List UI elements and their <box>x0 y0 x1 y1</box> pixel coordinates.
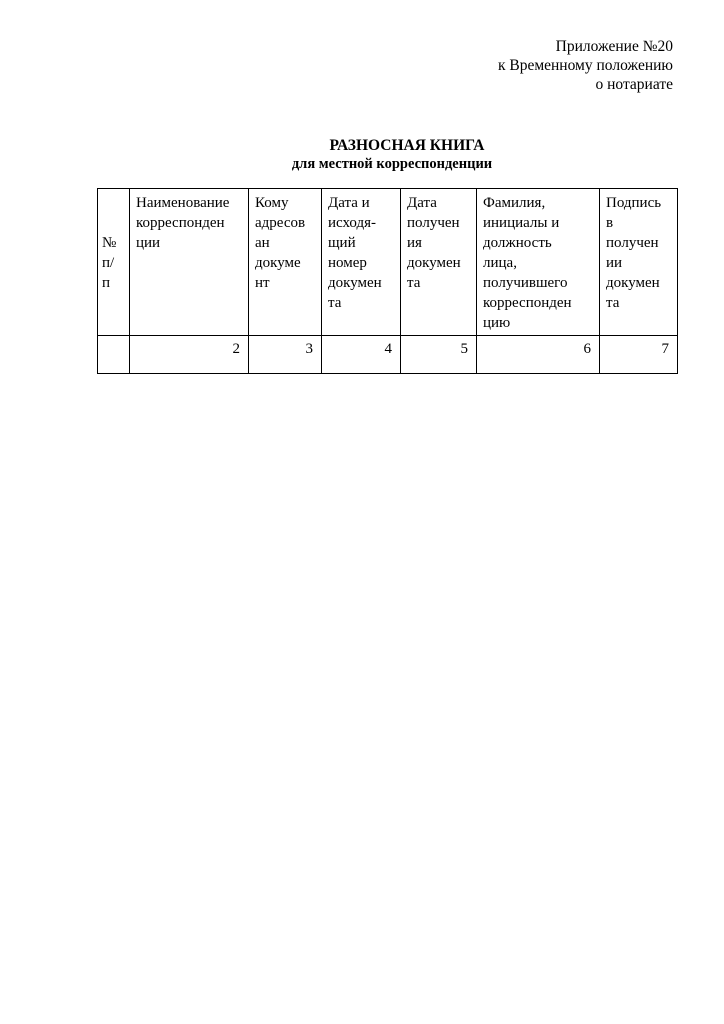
appendix-note <box>498 37 673 94</box>
header-cell-addressee: Кому адресов ан докуме нт <box>249 189 322 336</box>
appendix-line-3: о нотариате <box>595 76 673 93</box>
number-cell-4: 4 <box>322 336 401 374</box>
number-cell-3: 3 <box>249 336 322 374</box>
header-cell-recipient: Фамилия, инициалы и должность лица, получившего корреспонден цию <box>477 189 600 336</box>
table-number-row <box>98 336 678 374</box>
header-cell-name: Наименование корреспонден ции <box>130 189 249 336</box>
number-cell-6: 6 <box>477 336 600 374</box>
number-cell-2: 2 <box>130 336 249 374</box>
document-subtitle: для местной корреспонденции <box>291 156 493 172</box>
register-table <box>97 188 678 374</box>
appendix-line-2: к Временному положению <box>497 57 673 74</box>
header-cell-number: № п/ п <box>98 189 130 336</box>
number-cell-7: 7 <box>600 336 678 374</box>
appendix-line-1: Приложение №20 <box>555 38 673 55</box>
number-cell-1 <box>98 336 130 374</box>
header-cell-date-received: Дата получен ия докумен та <box>401 189 477 336</box>
number-cell-5: 5 <box>401 336 477 374</box>
header-cell-signature: Подпись в получен ии докумен та <box>600 189 678 336</box>
header-cell-date-outgoing: Дата и исходя- щий номер докумен та <box>322 189 401 336</box>
document-title: РАЗНОСНАЯ КНИГА <box>329 137 485 154</box>
table-header-row <box>98 189 678 336</box>
